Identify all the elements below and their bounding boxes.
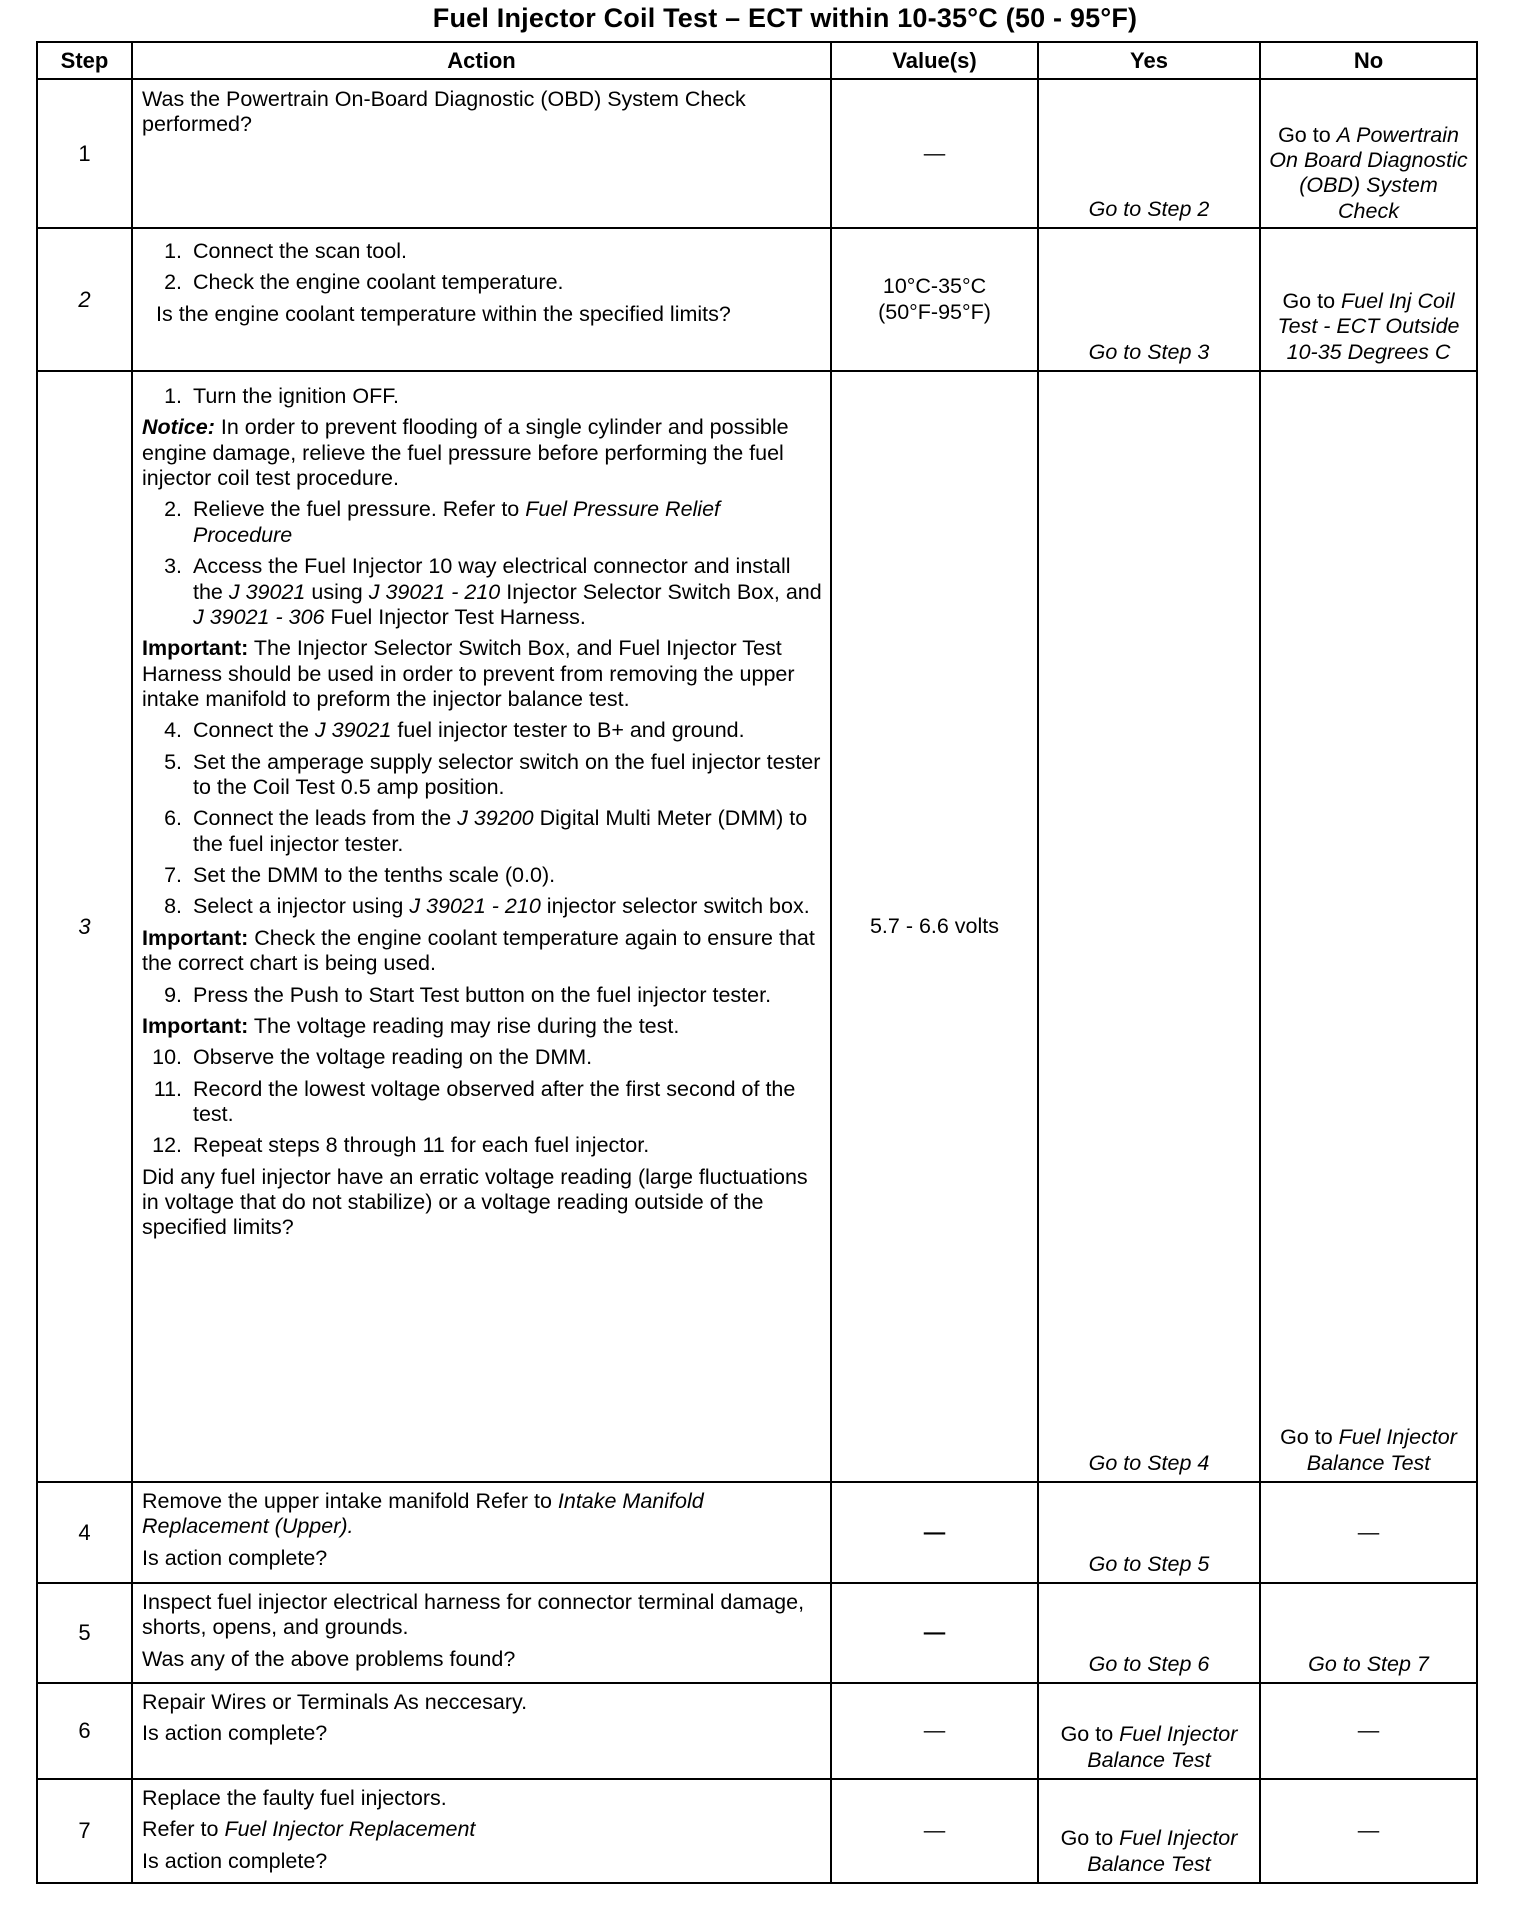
step-number: 5	[37, 1583, 132, 1683]
list-item: 1. Connect the scan tool.	[188, 239, 822, 264]
value-cell: —	[831, 79, 1038, 228]
action-text	[142, 1489, 822, 1540]
list-item: 12. Repeat steps 8 through 11 for each fuel injector.	[188, 1133, 822, 1158]
header-action: Action	[132, 42, 831, 79]
action-question: Is action complete?	[142, 1848, 328, 1873]
value-cell	[831, 228, 1038, 371]
action-cell	[132, 1683, 831, 1779]
table-row-step-6	[37, 1683, 1477, 1779]
action-cell	[132, 79, 831, 228]
action-steps	[142, 239, 822, 296]
action-cell	[132, 1482, 831, 1583]
action-steps	[142, 384, 822, 409]
yes-cell: Go to Step 2	[1038, 79, 1260, 228]
tool-ref: J 39021 - 210	[368, 579, 501, 604]
value-celsius: 10°C-35°C	[882, 274, 987, 299]
action-question: Is action complete?	[142, 1545, 328, 1570]
important-label: Important:	[142, 925, 249, 950]
page-title: Fuel Injector Coil Test – ECT within 10-35°C (50 - 95°F)	[432, 3, 1138, 33]
step-text: Select a injector using	[193, 894, 410, 919]
header-step: Step	[37, 42, 132, 79]
action-question: Was any of the above problems found?	[142, 1646, 516, 1671]
important-label: Important:	[142, 1013, 249, 1038]
tool-ref: J 39200	[457, 806, 534, 831]
no-cell	[1260, 228, 1477, 371]
step-text: Injector Selector Switch Box, and	[500, 579, 822, 604]
action-steps	[142, 1045, 822, 1158]
list-item	[188, 894, 822, 919]
action-question: Did any fuel injector have an erratic voltage reading (large fluctuations in voltage that do not stabilize) or a voltage reading outside of the specified limits?	[142, 1164, 808, 1240]
action-cell	[132, 228, 831, 371]
list-item	[188, 497, 822, 548]
value-cell: —	[831, 1683, 1038, 1779]
action-text-part: Remove the upper intake manifold Refer to	[142, 1489, 558, 1513]
step-text: Fuel Injector Test Harness.	[324, 604, 586, 629]
step-text: injector selector switch box.	[540, 894, 810, 919]
list-item: 2. Check the engine coolant temperature.	[188, 270, 822, 295]
list-item: 10. Observe the voltage reading on the DMM.	[188, 1045, 822, 1070]
header-yes: Yes	[1038, 42, 1260, 79]
procedure-link[interactable]: Intake Manifold Replacement (Upper).	[142, 1489, 704, 1539]
yes-cell: Go to Step 3	[1038, 228, 1260, 371]
no-cell: —	[1260, 1779, 1477, 1883]
table-row-step-2	[37, 228, 1477, 371]
list-item: 7. Set the DMM to the tenths scale (0.0).	[188, 863, 822, 888]
important-label: Important:	[142, 636, 249, 661]
action-text	[142, 1817, 822, 1842]
yes-cell: Go to Step 4	[1038, 371, 1260, 1482]
header-no: No	[1260, 42, 1477, 79]
action-question: Was the Powertrain On-Board Diagnostic (OBD) System Check performed?	[142, 87, 746, 137]
value-cell: 5.7 - 6.6 volts	[831, 371, 1038, 1482]
list-item: 5. Set the amperage supply selector switch on the fuel injector tester to the Coil Test 0.5 amp position.	[188, 750, 822, 801]
step-number: 2	[37, 228, 132, 371]
table-row-step-1	[37, 79, 1477, 228]
step-number: 3	[37, 371, 132, 1482]
yes-link[interactable]: Fuel Injector Balance Test	[1087, 1826, 1238, 1876]
action-text: Repair Wires or Terminals As neccesary.	[142, 1690, 528, 1714]
action-cell	[132, 371, 831, 1482]
procedure-link[interactable]: Fuel Injector Replacement	[224, 1817, 476, 1842]
list-item: 1. Turn the ignition OFF.	[188, 384, 822, 409]
important-note	[142, 636, 822, 712]
step-text: Access the Fuel Injector 10 way electrical connector and install the	[193, 554, 791, 604]
action-steps	[142, 497, 822, 630]
no-cell: —	[1260, 1683, 1477, 1779]
step-text: fuel injector tester to B+ and ground.	[391, 718, 745, 743]
action-steps	[142, 718, 822, 920]
important-note	[142, 926, 822, 977]
important-note	[142, 1014, 822, 1039]
value-cell: —	[831, 1583, 1038, 1683]
list-item	[188, 718, 822, 743]
list-item: 11. Record the lowest voltage observed after the first second of the test.	[188, 1077, 822, 1128]
yes-go-to: Go to	[1060, 1722, 1120, 1747]
notice-text: In order to prevent flooding of a single cylinder and possible engine damage, relieve the fuel pressure before performing the fuel injector coil test procedure.	[142, 415, 789, 491]
action-text: Replace the faulty fuel injectors.	[142, 1786, 447, 1810]
yes-cell: Go to Step 6	[1038, 1583, 1260, 1683]
step-number: 4	[37, 1482, 132, 1583]
step-text: Digital Multi Meter (DMM) to the fuel injector tester.	[193, 806, 808, 856]
step-text: Relieve the fuel pressure. Refer to	[193, 497, 526, 522]
no-cell: Go to Step 7	[1260, 1583, 1477, 1683]
value-cell: —	[831, 1482, 1038, 1583]
notice-note	[142, 415, 822, 491]
value-cell: —	[831, 1779, 1038, 1883]
no-go-to: Go to	[1282, 288, 1342, 313]
table-row-step-5	[37, 1583, 1477, 1683]
notice-label: Notice:	[142, 415, 215, 440]
step-text: Connect the leads from the	[193, 806, 458, 831]
no-go-to: Go to	[1280, 1425, 1339, 1450]
no-link[interactable]: Fuel Inj Coil Test - ECT Outside 10-35 Degrees C	[1277, 288, 1460, 364]
table-row-step-3	[37, 371, 1477, 1482]
yes-cell	[1038, 1779, 1260, 1883]
no-cell	[1260, 79, 1477, 228]
step-text: using	[305, 579, 369, 604]
tool-ref: J 39021	[228, 579, 306, 604]
step-number: 1	[37, 79, 132, 228]
table-header-row	[37, 42, 1477, 79]
action-text-part: Refer to	[142, 1817, 225, 1842]
yes-go-to: Go to	[1060, 1826, 1120, 1851]
no-go-to: Go to	[1278, 122, 1337, 147]
important-text: The voltage reading may rise during the test.	[248, 1013, 680, 1038]
tool-ref: J 39021 - 210	[409, 894, 541, 919]
action-question: Is the engine coolant temperature within the specified limits?	[156, 301, 731, 326]
table-row-step-7	[37, 1779, 1477, 1883]
no-link[interactable]: Fuel Injector Balance Test	[1306, 1425, 1457, 1475]
step-text: Connect the	[193, 718, 315, 743]
no-link[interactable]: A Powertrain On Board Diagnostic (OBD) System Check	[1269, 122, 1468, 223]
tool-ref: J 39021 - 306	[193, 604, 325, 629]
action-question: Is action complete?	[142, 1721, 328, 1746]
step-number: 6	[37, 1683, 132, 1779]
action-text: Inspect fuel injector electrical harness for connector terminal damage, shorts, opens, and grounds.	[142, 1590, 805, 1640]
yes-link[interactable]: Fuel Injector Balance Test	[1087, 1722, 1238, 1772]
value-fahrenheit: (50°F-95°F)	[878, 299, 991, 324]
action-cell	[132, 1779, 831, 1883]
action-steps	[142, 983, 822, 1008]
no-cell	[1260, 371, 1477, 1482]
important-text: The Injector Selector Switch Box, and Fuel Injector Test Harness should be used in order to prevent from removing the upper intake manifold to preform the injector balance test.	[142, 636, 795, 711]
procedure-link[interactable]: Fuel Pressure Relief Procedure	[193, 497, 721, 547]
list-item	[188, 806, 822, 857]
action-cell	[132, 1583, 831, 1683]
diagnostic-table	[36, 41, 1478, 1884]
no-cell: —	[1260, 1482, 1477, 1583]
list-item: 9. Press the Push to Start Test button on the fuel injector tester.	[188, 983, 822, 1008]
list-item	[188, 554, 822, 630]
table-row-step-4	[37, 1482, 1477, 1583]
header-values: Value(s)	[831, 42, 1038, 79]
yes-cell	[1038, 1683, 1260, 1779]
tool-ref: J 39021	[314, 718, 392, 743]
yes-cell: Go to Step 5	[1038, 1482, 1260, 1583]
step-number: 7	[37, 1779, 132, 1883]
important-text: Check the engine coolant temperature again to ensure that the correct chart is being used.	[142, 925, 815, 976]
